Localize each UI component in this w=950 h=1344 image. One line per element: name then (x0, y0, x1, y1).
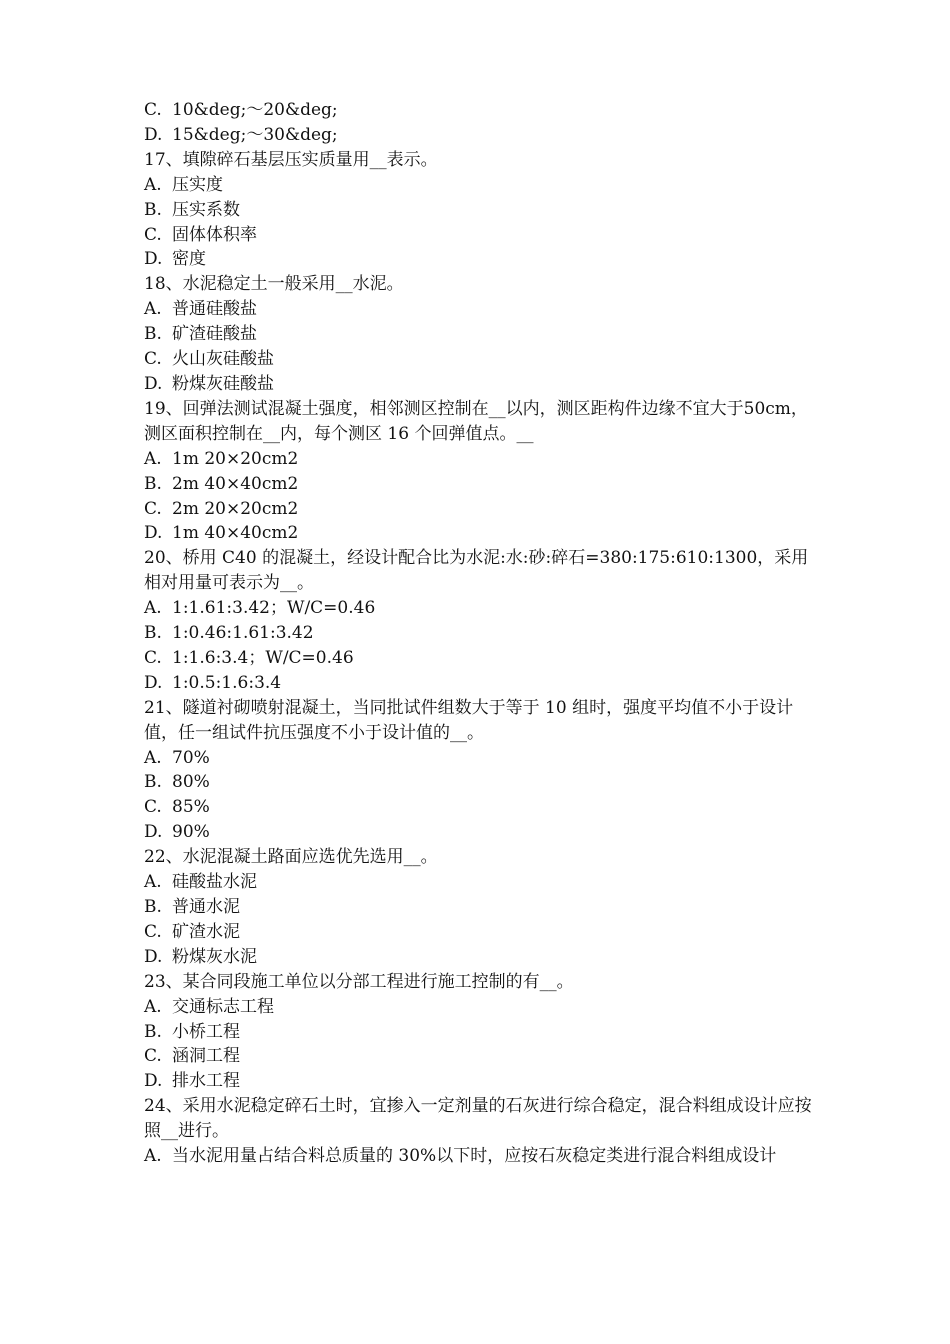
option-item (144, 945, 812, 970)
option-item (144, 770, 812, 795)
option-letter: B. (144, 473, 162, 494)
option-letter: A. (144, 448, 162, 469)
question-text: 21、隧道衬砌喷射混凝土，当同批试件组数大于等于 10 组时，强度平均值不小于设计值，任一组试件抗压强度不小于设计值的__。 (144, 697, 794, 743)
option-item (144, 322, 812, 347)
option-letter: A. (144, 996, 162, 1017)
option-letter: C. (144, 921, 162, 942)
option-text: 硅酸盐水泥 (172, 872, 257, 893)
option-text: 小桥工程 (172, 1021, 240, 1042)
option-text: 压实度 (172, 174, 223, 195)
question-text: 23、某合同段施工单位以分部工程进行施工控制的有__。 (144, 971, 574, 992)
option-text: 交通标志工程 (172, 996, 274, 1017)
question-text: 22、水泥混凝土路面应选优先选用__。 (144, 847, 438, 868)
option-letter: B. (144, 199, 162, 220)
option-item (144, 247, 812, 272)
option-text: 1m 40×40cm2 (172, 523, 299, 544)
option-text: 2m 40×40cm2 (172, 473, 299, 494)
question-text: 17、填隙碎石基层压实质量用__表示。 (144, 149, 438, 170)
option-item (144, 621, 812, 646)
option-letter: C. (144, 349, 162, 370)
option-item (144, 671, 812, 696)
option-letter: C. (144, 498, 162, 519)
option-text: 1:0.5:1.6:3.4 (172, 672, 282, 693)
option-item (144, 297, 812, 322)
option-letter: D. (144, 373, 163, 394)
option-item (144, 1020, 812, 1045)
option-letter: A. (144, 872, 162, 893)
option-letter: D. (144, 1071, 163, 1092)
question-text: 18、水泥稳定土一般采用__水泥。 (144, 274, 404, 295)
option-item (144, 521, 812, 546)
option-text: 矿渣水泥 (172, 921, 240, 942)
option-item (144, 173, 812, 198)
option-letter: A. (144, 174, 162, 195)
option-letter: D. (144, 249, 163, 270)
option-letter: A. (144, 598, 162, 619)
option-item (144, 870, 812, 895)
option-letter: A. (144, 299, 162, 320)
option-item (144, 223, 812, 248)
option-item (144, 198, 812, 223)
option-item (144, 1144, 812, 1169)
option-item (144, 646, 812, 671)
option-text: 1:0.46:1.61:3.42 (172, 623, 314, 644)
option-item (144, 98, 812, 123)
option-item (144, 347, 812, 372)
option-letter: C. (144, 224, 162, 245)
option-text: 15&deg;～30&deg; (172, 124, 338, 145)
option-letter: D. (144, 523, 163, 544)
option-letter: C. (144, 797, 162, 818)
option-item (144, 447, 812, 472)
option-item (144, 746, 812, 771)
option-text: 固体体积率 (172, 224, 257, 245)
option-text: 当水泥用量占结合料总质量的 30%以下时，应按石灰稳定类进行混合料组成设计 (172, 1146, 777, 1167)
question-text: 19、回弹法测试混凝土强度，相邻测区控制在__以内，测区距构件边缘不宜大于50cm，测区面积控制在__内，每个测区 16 个回弹值点。__ (144, 398, 808, 444)
option-text: 密度 (172, 249, 206, 270)
option-text: 压实系数 (172, 199, 240, 220)
option-text: 1:1.6:3.4；W/C=0.46 (172, 647, 354, 668)
option-item (144, 820, 812, 845)
option-letter: B. (144, 1021, 162, 1042)
option-item (144, 895, 812, 920)
option-text: 10&deg;～20&deg; (172, 100, 338, 120)
option-letter: D. (144, 946, 163, 967)
option-text: 普通水泥 (172, 897, 240, 917)
option-item (144, 920, 812, 945)
option-letter: D. (144, 124, 163, 145)
question-text: 24、采用水泥稳定碎石土时，宜掺入一定剂量的石灰进行综合稳定，混合料组成设计应按照__进行。 (144, 1096, 812, 1142)
option-text: 85% (172, 797, 210, 818)
option-text: 粉煤灰水泥 (172, 946, 257, 967)
document-page (144, 98, 812, 1169)
option-item (144, 1069, 812, 1094)
option-letter: A. (144, 747, 162, 768)
option-text: 70% (172, 747, 210, 768)
option-text: 矿渣硅酸盐 (172, 324, 257, 345)
option-text: 排水工程 (172, 1071, 240, 1092)
option-item (144, 372, 812, 397)
option-text: 80% (172, 772, 210, 793)
option-text: 2m 20×20cm2 (172, 498, 299, 519)
question-text: 20、桥用 C40 的混凝土，经设计配合比为水泥:水:砂:碎石=380:175:610:1300，采用相对用量可表示为__。 (144, 548, 809, 594)
option-item (144, 596, 812, 621)
option-text: 1m 20×20cm2 (172, 448, 299, 469)
option-item (144, 497, 812, 522)
option-letter: C. (144, 647, 162, 668)
option-letter: C. (144, 100, 162, 120)
option-text: 火山灰硅酸盐 (172, 349, 274, 370)
option-letter: C. (144, 1046, 162, 1067)
option-letter: D. (144, 822, 163, 843)
option-text: 涵洞工程 (172, 1046, 240, 1067)
option-item (144, 995, 812, 1020)
option-item (144, 472, 812, 497)
option-item (144, 1044, 812, 1069)
option-letter: B. (144, 324, 162, 345)
option-letter: B. (144, 897, 162, 917)
option-item (144, 795, 812, 820)
option-letter: B. (144, 772, 162, 793)
option-text: 1:1.61:3.42；W/C=0.46 (172, 598, 376, 619)
option-letter: A. (144, 1146, 162, 1167)
option-text: 普通硅酸盐 (172, 299, 257, 320)
option-letter: D. (144, 672, 163, 693)
option-item (144, 123, 812, 148)
option-text: 粉煤灰硅酸盐 (172, 373, 274, 394)
option-letter: B. (144, 623, 162, 644)
option-text: 90% (172, 822, 210, 843)
